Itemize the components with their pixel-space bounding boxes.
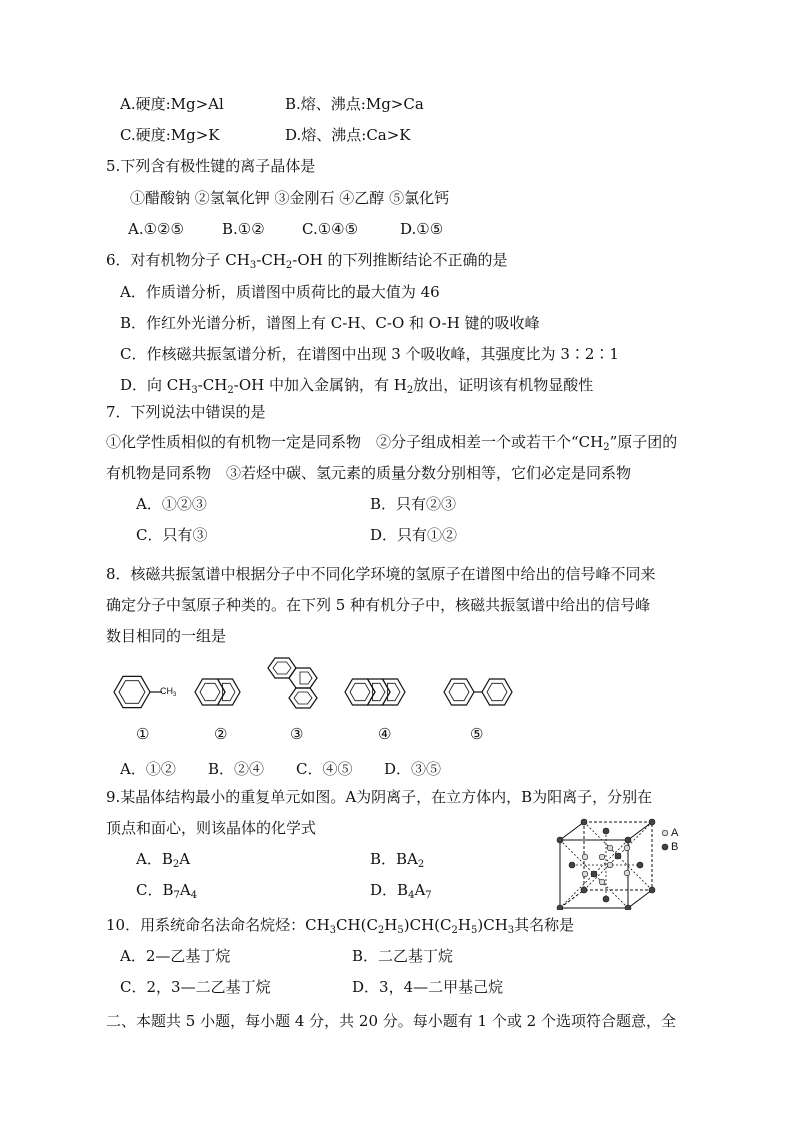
- crystal-legend-markers: [660, 828, 670, 854]
- q8-option-d: D．③⑤: [384, 760, 442, 778]
- q5-option-c: C.①④⑤: [302, 220, 359, 238]
- q4-option-a: A.硬度:Mg>Al: [120, 95, 224, 113]
- q7-option-b: B．只有②③: [370, 495, 457, 513]
- biphenyl-structure: [440, 672, 520, 712]
- q6-stem: 6．对有机物分子 $CH_3-CH_2-OH$ 的下列推断结论不正确的是: [106, 251, 508, 271]
- q8-stem-line3: 数目相同的一组是: [106, 627, 227, 645]
- phenanthrene-structure: [262, 656, 332, 720]
- q8-stem-line2: 确定分子中氢原子种类的。在下列 5 种有机分子中，核磁共振氢谱中给出的信号峰: [106, 596, 651, 614]
- q7-option-c: C．只有③: [136, 526, 208, 544]
- molecule-label-1: ①: [136, 725, 150, 743]
- q10-option-c: C．2，3—二乙基丁烷: [120, 978, 271, 996]
- q7-statement-line2: 有机物是同系物 ③若烃中碳、氢元素的质量分数分别相等，它们必定是同系物: [106, 464, 632, 482]
- q5-stem: 5.下列含有极性键的离子晶体是: [106, 157, 316, 175]
- q5-option-b: B.①②: [222, 220, 265, 238]
- q4-option-b: B.熔、沸点:Mg>Ca: [285, 95, 424, 113]
- q10-option-a: A．2—乙基丁烷: [120, 947, 231, 965]
- q9-stem-line2: 顶点和面心，则该晶体的化学式: [106, 819, 317, 837]
- methyl-label: $CH_3$: [160, 686, 177, 698]
- q9-option-c: C．$B_7A_4$: [136, 881, 198, 901]
- q7-stem: 7．下列说法中错误的是: [106, 403, 266, 421]
- q9-option-b: B．$BA_2$: [370, 850, 425, 870]
- q7-option-a: A．①②③: [136, 495, 207, 513]
- q7-option-d: D．只有①②: [370, 526, 458, 544]
- q8-option-b: B．②④: [208, 760, 265, 778]
- molecule-label-5: ⑤: [470, 725, 484, 743]
- q6-option-c: C．作核磁共振氢谱分析，在谱图中出现 3 个吸收峰，其强度比为 3∶2∶1: [120, 345, 619, 363]
- q6-option-a: A．作质谱分析，质谱图中质荷比的最大值为 46: [120, 283, 440, 301]
- molecule-label-2: ②: [214, 725, 228, 743]
- q6-option-d: D．向 $CH_3-CH_2-OH$ 中加入金属钠，有 $H_2$放出，证明该有机物显酸性: [120, 376, 594, 396]
- section-two-heading: 二、本题共 5 小题，每小题 4 分，共 20 分。每小题有 1 个或 2 个选项符合题意，全: [106, 1012, 676, 1030]
- molecule-label-3: ③: [290, 725, 304, 743]
- q7-statement-line1: ①化学性质相似的有机物一定是同系物 ②分子组成相差一个或若干个“$CH_2$”原子团的: [106, 433, 678, 453]
- legend-b-label: B: [671, 841, 679, 853]
- q5-items: ①醋酸钠 ②氢氧化钾 ③金刚石 ④乙醇 ⑤氯化钙: [130, 189, 450, 207]
- q8-option-a: A．①②: [120, 760, 176, 778]
- legend-a-label: A: [671, 827, 679, 839]
- crystal-unit-cell-diagram: [556, 818, 666, 910]
- q10-stem: 10．用系统命名法命名烷烃：$CH_3CH(C_2H_5)CH(C_2H_5)CH_3$其名称是: [106, 916, 575, 936]
- q8-stem-line1: 8．核磁共振氢谱中根据分子中不同化学环境的氢原子在谱图中给出的信号峰不同来: [106, 565, 656, 583]
- q4-option-d: D.熔、沸点:Ca>K: [285, 126, 411, 144]
- anthracene-structure: [342, 672, 432, 712]
- naphthalene-structure: [192, 672, 252, 712]
- q5-option-a: A.①②⑤: [128, 220, 184, 238]
- q10-option-d: D．3，4—二甲基己烷: [352, 978, 504, 996]
- q10-option-b: B．二乙基丁烷: [352, 947, 454, 965]
- q9-option-a: A．$B_2A$: [136, 850, 191, 870]
- q8-option-c: C．④⑤: [296, 760, 353, 778]
- q9-stem-line1: 9.某晶体结构最小的重复单元如图。A为阴离子，在立方体内，B为阳离子，分别在: [106, 788, 653, 806]
- q9-option-d: D．$B_4A_7$: [370, 881, 432, 901]
- q6-option-b: B．作红外光谱分析，谱图上有 C-H、C-O 和 O-H 键的吸收峰: [120, 314, 540, 332]
- q4-option-c: C.硬度:Mg>K: [120, 126, 220, 144]
- q5-option-d: D.①⑤: [400, 220, 444, 238]
- molecule-label-4: ④: [378, 725, 392, 743]
